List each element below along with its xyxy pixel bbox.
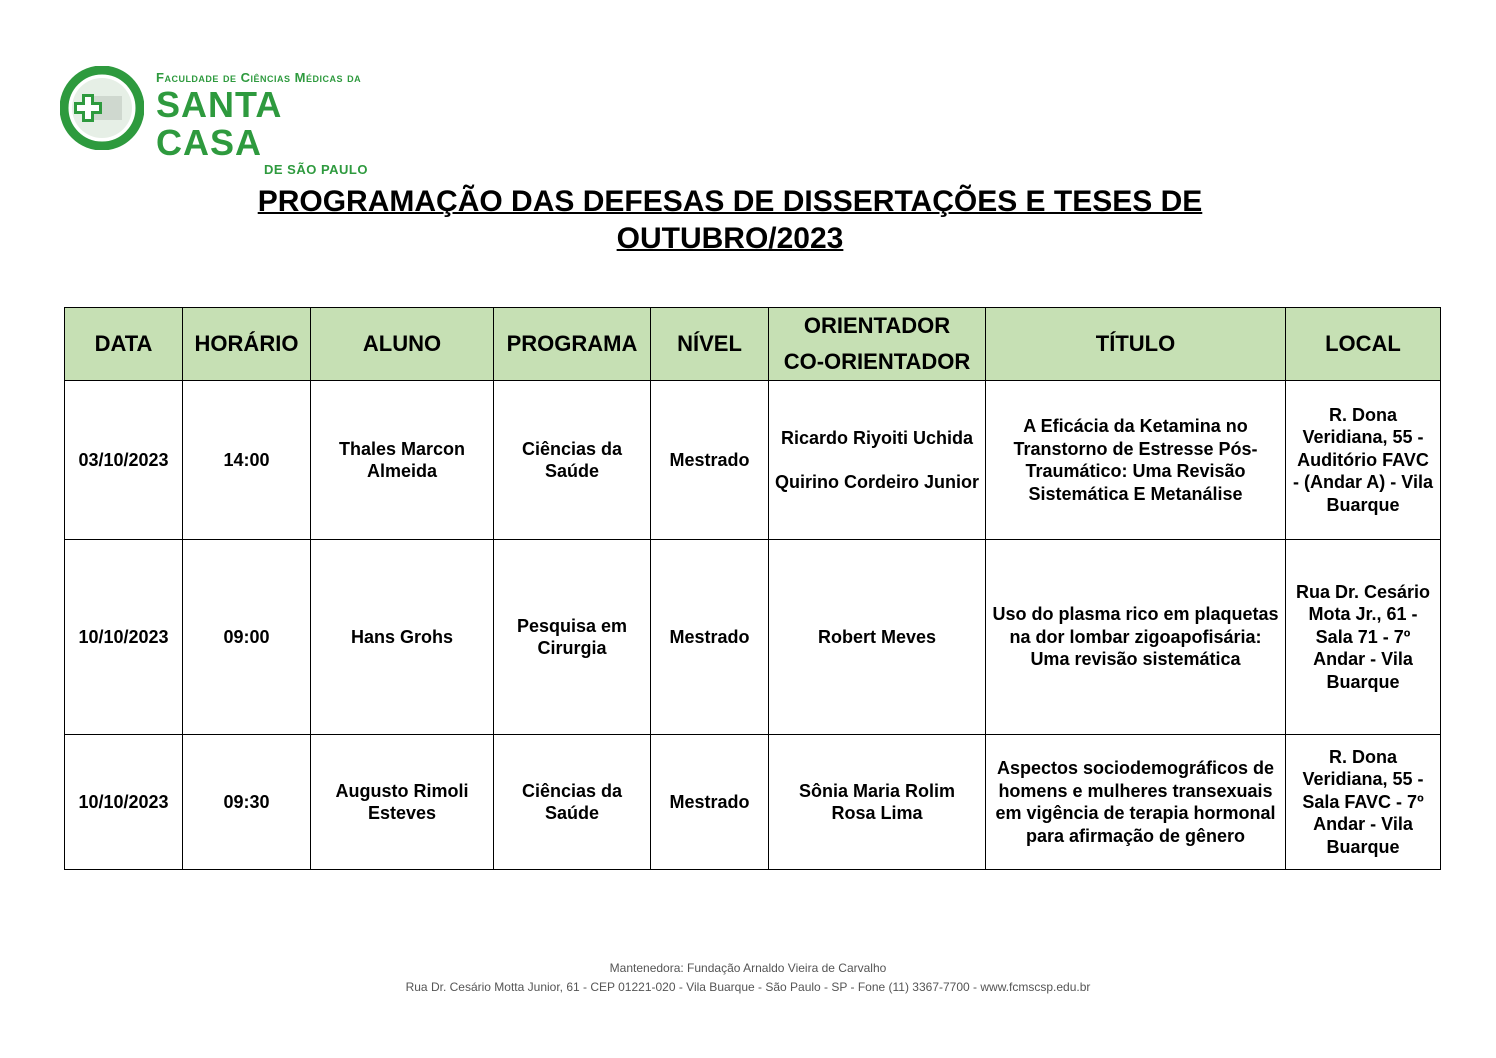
table-row bbox=[65, 735, 1441, 870]
cell-local: R. Dona Veridiana, 55 - Auditório FAVC - (Andar A) - Vila Buarque bbox=[1286, 381, 1441, 540]
cell-nivel: Mestrado bbox=[651, 735, 769, 870]
footer-mantenedora: Mantenedora: Fundação Arnaldo Vieira de Carvalho bbox=[609, 961, 887, 975]
header-programa: PROGRAMA bbox=[494, 308, 651, 381]
logo-wordmark bbox=[156, 64, 380, 178]
cell-local: R. Dona Veridiana, 55 - Sala FAVC - 7º Andar - Vila Buarque bbox=[1286, 735, 1441, 870]
orientador-name: Ricardo Riyoiti Uchida bbox=[780, 427, 974, 448]
header-data: DATA bbox=[65, 308, 183, 381]
page-title-line1: PROGRAMAÇÃO DAS DEFESAS DE DISSERTAÇÕES E TESES DE bbox=[257, 185, 1203, 218]
header-titulo: TÍTULO bbox=[986, 308, 1286, 381]
defense-schedule-table bbox=[64, 307, 1441, 870]
header-coorientador-label: CO-ORIENTADOR bbox=[783, 349, 971, 374]
header-orientador-label: ORIENTADOR bbox=[803, 313, 951, 338]
cell-titulo: A Eficácia da Ketamina no Transtorno de Estresse Pós-Traumático: Uma Revisão Sistemática E Metanálise bbox=[986, 381, 1286, 540]
cell-nivel: Mestrado bbox=[651, 381, 769, 540]
cell-orientador: Robert Meves bbox=[769, 540, 986, 735]
logo-line-santa-casa: SANTA CASA bbox=[156, 84, 281, 163]
santa-casa-cross-logo-icon bbox=[60, 66, 144, 150]
cell-orientador: Sônia Maria Rolim Rosa Lima bbox=[769, 735, 986, 870]
cell-horario: 09:00 bbox=[183, 540, 311, 735]
logo-line-sao-paulo: DE SÃO PAULO bbox=[264, 162, 368, 177]
logo-line-faculdade: Faculdade de Ciências Médicas da bbox=[156, 70, 362, 85]
header-horario: HORÁRIO bbox=[183, 308, 311, 381]
cell-data: 03/10/2023 bbox=[65, 381, 183, 540]
cell-horario: 14:00 bbox=[183, 381, 311, 540]
cell-titulo: Aspectos sociodemográficos de homens e mulheres transexuais em vigência de terapia hormonal para afirmação de gênero bbox=[986, 735, 1286, 870]
table-header-row bbox=[65, 308, 1441, 381]
cell-aluno: Augusto Rimoli Esteves bbox=[311, 735, 494, 870]
cell-orientador bbox=[769, 381, 986, 540]
header-local: LOCAL bbox=[1286, 308, 1441, 381]
footer-address: Rua Dr. Cesário Motta Junior, 61 - CEP 01221-020 - Vila Buarque - São Paulo - SP - Fone (11) 3367-7700 - www.fcmscsp.edu.br bbox=[405, 980, 1091, 994]
table-row bbox=[65, 381, 1441, 540]
header-aluno: ALUNO bbox=[311, 308, 494, 381]
institution-logo bbox=[60, 64, 380, 177]
cell-data: 10/10/2023 bbox=[65, 540, 183, 735]
cell-data: 10/10/2023 bbox=[65, 735, 183, 870]
cell-horario: 09:30 bbox=[183, 735, 311, 870]
table-row bbox=[65, 540, 1441, 735]
cell-nivel: Mestrado bbox=[651, 540, 769, 735]
cell-programa: Pesquisa em Cirurgia bbox=[494, 540, 651, 735]
cell-titulo: Uso do plasma rico em plaquetas na dor lombar zigoapofisária: Uma revisão sistemática bbox=[986, 540, 1286, 735]
header-orientador bbox=[769, 308, 986, 381]
cell-programa: Ciências da Saúde bbox=[494, 381, 651, 540]
page-title bbox=[150, 183, 1310, 257]
coorientador-name: Quirino Cordeiro Junior bbox=[775, 472, 980, 492]
header-nivel: NÍVEL bbox=[651, 308, 769, 381]
cell-aluno: Thales Marcon Almeida bbox=[311, 381, 494, 540]
cell-programa: Ciências da Saúde bbox=[494, 735, 651, 870]
cell-local: Rua Dr. Cesário Mota Jr., 61 - Sala 71 - 7º Andar - Vila Buarque bbox=[1286, 540, 1441, 735]
cell-aluno: Hans Grohs bbox=[311, 540, 494, 735]
page-title-line2: OUTUBRO/2023 bbox=[616, 222, 844, 255]
